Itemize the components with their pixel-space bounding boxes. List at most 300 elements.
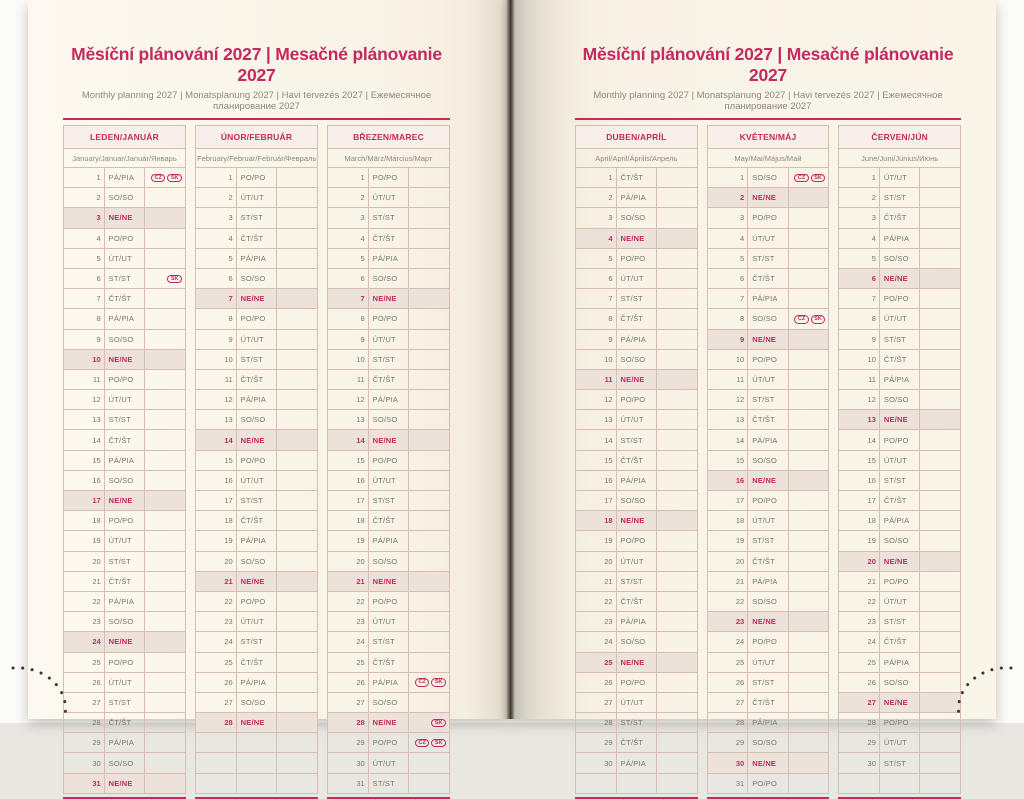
notes-cell [920,632,961,652]
holiday-badge-sk: SK [431,678,446,687]
day-row [576,430,698,450]
day-number-cell: 28 [576,713,617,733]
day-number-cell: 27 [839,692,880,712]
day-row [196,390,318,410]
day-row [707,450,829,470]
notes-cell [145,289,186,309]
day-name-cell: ČT/ŠT [616,309,657,329]
day-name-cell: ÚT/UT [236,188,277,208]
day-name-cell: PO/PO [879,713,920,733]
day-number-cell: 26 [328,672,369,692]
day-row [64,612,186,632]
day-number-cell: 29 [576,733,617,753]
day-name-cell [236,753,277,773]
day-name-cell: PÁ/PIA [368,672,409,692]
day-name-cell: PO/PO [616,672,657,692]
month-title: LEDEN/JANUÁR [64,126,186,149]
day-name-cell: NE/NE [104,491,145,511]
day-name-cell: SO/SO [368,410,409,430]
notes-cell [788,773,829,793]
month-subtitle: January/Januar/Január/Январь [64,149,186,168]
day-row [196,309,318,329]
day-row [196,168,318,188]
notes-cell [277,753,318,773]
day-row [64,208,186,228]
month-header-row [839,126,961,149]
empty-day-row [839,773,961,793]
notes-cell [409,369,450,389]
day-row [707,531,829,551]
day-row [839,531,961,551]
day-name-cell: ÚT/UT [748,228,789,248]
day-number-cell: 24 [328,632,369,652]
day-name-cell: ST/ST [368,349,409,369]
day-name-cell: NE/NE [236,430,277,450]
day-number-cell: 10 [196,349,237,369]
notes-cell [277,390,318,410]
day-number-cell: 1 [196,168,237,188]
notes-cell [920,410,961,430]
day-number-cell: 19 [576,531,617,551]
notes-cell [920,168,961,188]
notes-cell [788,268,829,288]
day-row [839,369,961,389]
month-subtitle-row [328,149,450,168]
day-row [707,268,829,288]
day-number-cell: 3 [576,208,617,228]
notes-cell [145,410,186,430]
empty-day-row [196,753,318,773]
day-row [839,289,961,309]
day-row [64,773,186,793]
day-number-cell: 1 [707,168,748,188]
notes-cell [409,773,450,793]
day-number-cell: 16 [576,470,617,490]
day-row [576,369,698,389]
day-number-cell: 20 [839,551,880,571]
day-name-cell: SO/SO [236,410,277,430]
day-number-cell: 29 [707,733,748,753]
day-name-cell: ST/ST [748,672,789,692]
notes-cell [788,470,829,490]
notes-cell [409,289,450,309]
notes-cell [657,430,698,450]
day-name-cell: SO/SO [368,692,409,712]
notes-cell [657,188,698,208]
day-number-cell: 27 [328,692,369,712]
month-subtitle-row [64,149,186,168]
day-row [576,329,698,349]
day-name-cell: SO/SO [236,692,277,712]
day-row [64,733,186,753]
day-row [707,632,829,652]
day-name-cell: NE/NE [236,571,277,591]
day-name-cell: SO/SO [748,450,789,470]
day-row [196,430,318,450]
day-number-cell: 4 [576,228,617,248]
notes-cell [788,491,829,511]
notes-cell [145,450,186,470]
notes-cell [920,450,961,470]
day-row [196,228,318,248]
day-row [707,430,829,450]
day-row [576,591,698,611]
day-row [64,672,186,692]
day-name-cell: NE/NE [879,692,920,712]
day-name-cell: PÁ/PIA [104,733,145,753]
day-row [196,268,318,288]
day-row [576,753,698,773]
day-row [196,692,318,712]
notes-cell [409,248,450,268]
notes-cell [409,168,450,188]
day-number-cell: 6 [576,268,617,288]
day-row [707,369,829,389]
day-row [328,753,450,773]
day-row [839,168,961,188]
day-row [576,410,698,430]
day-row [839,349,961,369]
day-name-cell: ÚT/UT [748,511,789,531]
day-row [707,713,829,733]
day-row [839,309,961,329]
day-number-cell: 19 [64,531,105,551]
day-row [707,591,829,611]
notes-cell [657,329,698,349]
notes-cell [145,652,186,672]
notes-cell [920,188,961,208]
day-row [196,511,318,531]
notes-cell [277,268,318,288]
holiday-badge-sk: SK [431,719,446,728]
day-name-cell: PO/PO [104,228,145,248]
notes-cell [920,208,961,228]
day-name-cell: PO/PO [368,450,409,470]
day-name-cell: ČT/ŠT [616,168,657,188]
day-row [707,228,829,248]
notes-cell [277,349,318,369]
day-number-cell: 20 [707,551,748,571]
day-number-cell: 15 [328,450,369,470]
day-name-cell: ST/ST [616,713,657,733]
notes-cell [657,591,698,611]
day-row [707,773,829,793]
day-row [196,713,318,733]
day-name-cell: ST/ST [104,692,145,712]
day-row [328,410,450,430]
day-number-cell: 7 [64,289,105,309]
day-name-cell: ÚT/UT [236,329,277,349]
day-row [64,268,186,288]
notes-cell [409,410,450,430]
day-name-cell: PÁ/PIA [104,591,145,611]
day-row [839,591,961,611]
day-row [196,188,318,208]
day-number-cell: 28 [196,713,237,733]
month-subtitle-row [576,149,698,168]
day-number-cell: 5 [328,248,369,268]
day-number-cell: 12 [328,390,369,410]
day-row [64,713,186,733]
day-name-cell: PÁ/PIA [236,672,277,692]
day-number-cell: 5 [64,248,105,268]
day-name-cell: ST/ST [368,632,409,652]
notes-cell [277,309,318,329]
day-number-cell: 28 [707,713,748,733]
month-table [838,125,961,799]
day-number-cell: 15 [839,450,880,470]
day-row [707,410,829,430]
notes-cell [788,753,829,773]
notes-cell [145,491,186,511]
day-number-cell: 24 [196,632,237,652]
day-name-cell: PÁ/PIA [616,188,657,208]
day-row [576,491,698,511]
day-row [576,309,698,329]
notes-cell [657,773,698,793]
day-name-cell: NE/NE [616,369,657,389]
notes-cell [788,672,829,692]
day-name-cell: ST/ST [104,410,145,430]
day-number-cell: 10 [707,349,748,369]
day-number-cell: 27 [64,692,105,712]
day-row [576,692,698,712]
day-name-cell: ČT/ŠT [368,369,409,389]
day-name-cell: ÚT/UT [616,551,657,571]
day-number-cell: 11 [196,369,237,389]
day-name-cell [616,773,657,793]
day-number-cell [576,773,617,793]
day-row [328,713,450,733]
day-number-cell: 2 [707,188,748,208]
day-row [328,390,450,410]
day-number-cell: 28 [328,713,369,733]
notes-cell [409,713,450,733]
notes-cell [657,168,698,188]
day-row [64,753,186,773]
notes-cell [409,268,450,288]
day-name-cell: ČT/ŠT [879,632,920,652]
notes-cell [277,733,318,753]
day-number-cell: 2 [839,188,880,208]
day-number-cell: 11 [576,369,617,389]
day-number-cell: 23 [839,612,880,632]
day-row [839,188,961,208]
day-name-cell: NE/NE [104,349,145,369]
day-number-cell [839,773,880,793]
day-row [839,268,961,288]
holiday-badge-sk: SK [431,739,446,748]
day-number-cell: 8 [64,309,105,329]
day-row [328,511,450,531]
notes-cell [145,208,186,228]
day-number-cell: 19 [839,531,880,551]
day-number-cell: 7 [328,289,369,309]
day-number-cell: 25 [707,652,748,672]
header-rule [63,118,450,120]
notes-cell [145,531,186,551]
day-row [196,289,318,309]
day-number-cell: 30 [328,753,369,773]
day-number-cell: 25 [196,652,237,672]
day-name-cell: PÁ/PIA [368,531,409,551]
day-number-cell: 19 [196,531,237,551]
day-name-cell [879,773,920,793]
day-row [64,309,186,329]
month-title: BŘEZEN/MAREC [328,126,450,149]
day-number-cell: 14 [707,430,748,450]
month-table [575,125,698,799]
day-number-cell: 19 [707,531,748,551]
corner-stitch-dots-left [6,660,78,722]
holiday-badge-cz: CZ [151,174,165,183]
day-name-cell: ČT/ŠT [104,571,145,591]
day-number-cell: 14 [196,430,237,450]
day-row [196,571,318,591]
day-row [64,168,186,188]
day-row [839,571,961,591]
notes-cell [145,390,186,410]
holiday-badge-cz: CZ [794,315,808,324]
day-row [196,410,318,430]
day-name-cell: ST/ST [368,208,409,228]
notes-cell [788,531,829,551]
day-name-cell: ÚT/UT [748,652,789,672]
day-name-cell: ÚT/UT [236,470,277,490]
notes-cell [409,652,450,672]
notes-cell [277,713,318,733]
day-name-cell: PO/PO [368,309,409,329]
day-number-cell: 24 [839,632,880,652]
day-row [328,632,450,652]
day-row [839,329,961,349]
day-number-cell: 17 [328,491,369,511]
day-number-cell: 18 [196,511,237,531]
day-number-cell: 21 [839,571,880,591]
day-name-cell: ST/ST [879,188,920,208]
day-number-cell: 25 [576,652,617,672]
notes-cell [409,672,450,692]
day-row [196,491,318,511]
notes-cell [277,168,318,188]
day-row [707,168,829,188]
notes-cell [409,733,450,753]
day-number-cell: 21 [707,571,748,591]
notes-cell [657,289,698,309]
day-name-cell: ÚT/UT [236,612,277,632]
day-row [839,390,961,410]
day-name-cell: SO/SO [879,531,920,551]
notes-cell [409,531,450,551]
notes-cell [788,571,829,591]
day-row [328,268,450,288]
day-name-cell: SO/SO [368,268,409,288]
day-name-cell: NE/NE [368,571,409,591]
day-name-cell: ČT/ŠT [879,491,920,511]
day-number-cell: 23 [328,612,369,632]
month-subtitle: June/Juni/Június/Июнь [839,149,961,168]
notes-cell [657,491,698,511]
day-name-cell: PO/PO [104,369,145,389]
day-row [839,612,961,632]
day-name-cell: PÁ/PIA [616,470,657,490]
day-name-cell: ÚT/UT [616,410,657,430]
day-number-cell: 13 [839,410,880,430]
page-subtitle: Monthly planning 2027 | Monatsplanung 2027 | Havi tervezés 2027 | Ежемесячное планирование 2027 [81,90,432,112]
day-number-cell: 13 [64,410,105,430]
day-number-cell: 6 [196,268,237,288]
notes-cell [657,349,698,369]
day-number-cell: 8 [707,309,748,329]
day-name-cell: PO/PO [748,773,789,793]
day-row [64,551,186,571]
day-row [839,430,961,450]
notes-cell [920,470,961,490]
day-number-cell: 8 [196,309,237,329]
day-number-cell: 4 [839,228,880,248]
day-row [839,672,961,692]
day-name-cell: ST/ST [879,470,920,490]
day-name-cell: NE/NE [616,652,657,672]
day-name-cell: ST/ST [104,268,145,288]
day-name-cell: PÁ/PIA [879,369,920,389]
day-number-cell: 14 [328,430,369,450]
notes-cell [145,773,186,793]
day-name-cell: SO/SO [236,551,277,571]
day-name-cell: ST/ST [236,349,277,369]
day-row [196,551,318,571]
day-row [576,470,698,490]
notes-cell [145,168,186,188]
day-name-cell: PO/PO [368,591,409,611]
notes-cell [788,228,829,248]
day-number-cell [196,773,237,793]
day-name-cell: SO/SO [104,329,145,349]
notes-cell [145,692,186,712]
notes-cell [788,289,829,309]
day-row [707,208,829,228]
day-name-cell: ÚT/UT [104,390,145,410]
day-number-cell: 25 [328,652,369,672]
page-subtitle: Monthly planning 2027 | Monatsplanung 2027 | Havi tervezés 2027 | Ежемесячное планирование 2027 [593,90,943,112]
day-row [64,511,186,531]
day-row [576,168,698,188]
day-name-cell: PO/PO [748,208,789,228]
notes-cell [409,612,450,632]
day-number-cell: 14 [839,430,880,450]
day-number-cell: 6 [707,268,748,288]
day-row [64,591,186,611]
day-row [64,410,186,430]
day-number-cell: 14 [64,430,105,450]
notes-cell [145,551,186,571]
day-row [64,652,186,672]
day-row [839,692,961,712]
day-row [328,612,450,632]
notes-cell [409,188,450,208]
page-title: Měsíční plánování 2027 | Mesačné plánovanie 2027 [582,44,954,85]
notes-cell [145,329,186,349]
day-row [576,713,698,733]
day-number-cell: 4 [196,228,237,248]
day-row [839,450,961,470]
day-number-cell: 17 [576,491,617,511]
day-row [328,591,450,611]
notes-cell [920,511,961,531]
notes-cell [409,390,450,410]
day-number-cell: 8 [839,309,880,329]
day-name-cell: ST/ST [616,571,657,591]
